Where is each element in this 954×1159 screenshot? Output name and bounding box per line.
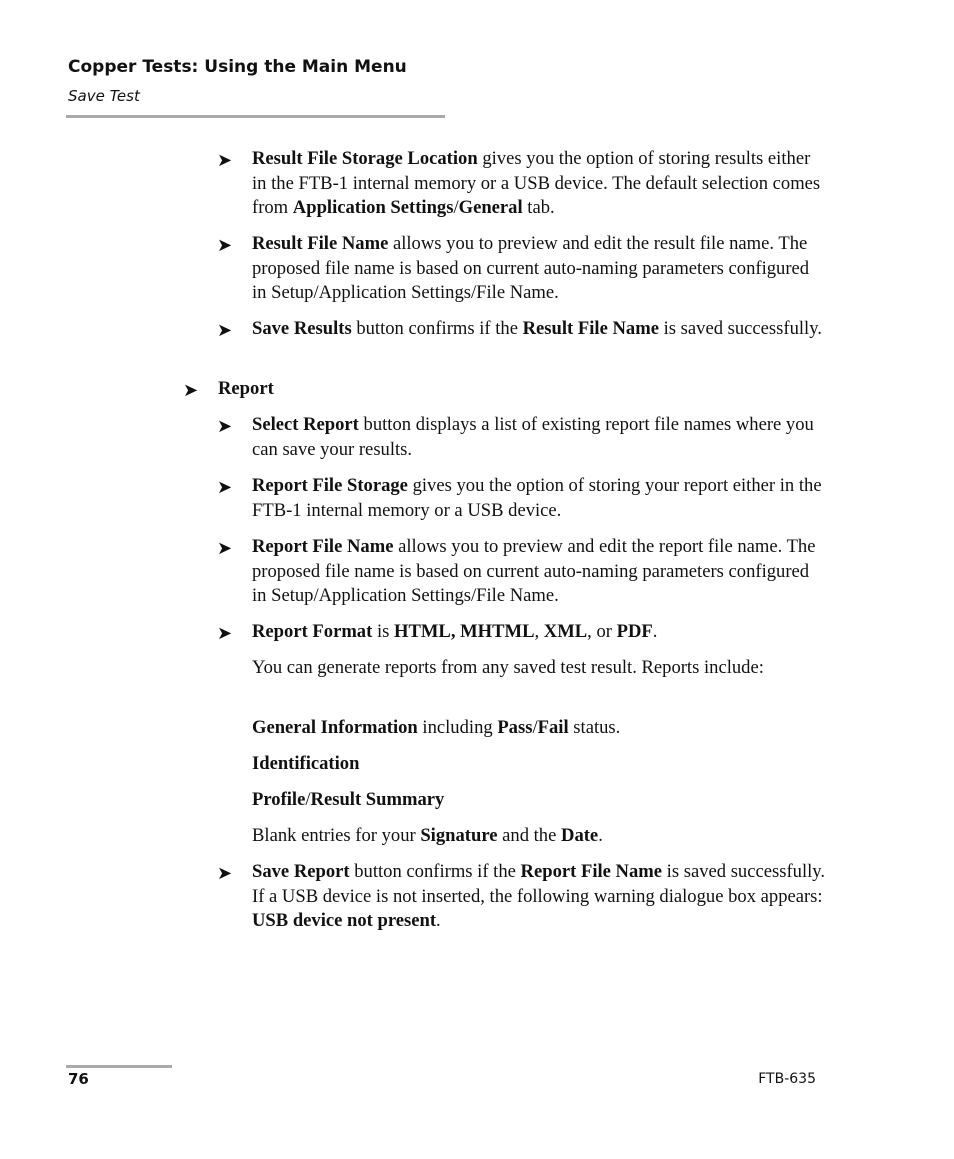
right-arrowhead-icon: ➤ [217, 150, 233, 170]
list-item-report-file-storage: Report File Storage gives you the option of storing your report either in the FTB-1 internal memory or a USB device. [252, 475, 822, 521]
list-item-report-format: Report Format is HTML, MHTML, XML, or PDF. [252, 621, 658, 642]
list-item-select-report: Select Report button displays a list of existing report file names where you can save your results. [252, 414, 814, 460]
right-arrowhead-icon: ➤ [217, 538, 233, 558]
paragraph-profile-result-summary: Profile/Result Summary [252, 789, 445, 810]
list-item-result-file-storage: Result File Storage Location gives you the option of storing results either in the FTB-1 internal memory or a USB device. The default selection comes from Application Settings/General tab. [252, 148, 821, 219]
paragraph-general-information: General Information including Pass/Fail status. [252, 717, 621, 738]
right-arrowhead-icon: ➤ [217, 623, 233, 643]
right-arrowhead-icon: ➤ [217, 863, 233, 883]
list-item-report: Report [218, 378, 274, 399]
page-number: 76 [68, 1070, 89, 1088]
document-id: FTB-635 [758, 1071, 816, 1087]
right-arrowhead-icon: ➤ [217, 320, 233, 340]
page-header-subtitle: Save Test [68, 87, 140, 105]
page-header-title: Copper Tests: Using the Main Menu [68, 57, 407, 77]
list-item-report-file-name: Report File Name allows you to preview and edit the report file name. The proposed file name is based on current auto-naming parameters configured in Setup/Application Settings/File Name. [252, 536, 816, 607]
right-arrowhead-icon: ➤ [183, 380, 199, 400]
list-item-save-report: Save Report button confirms if the Report File Name is saved successfully. If a USB device is not inserted, the following warning dialogue box appears: USB device not present. [252, 861, 826, 932]
header-divider [66, 115, 445, 118]
list-item-result-file-name: Result File Name allows you to preview and edit the result file name. The proposed file name is based on current auto-naming parameters configured in Setup/Application Settings/File Name. [252, 233, 810, 304]
footer-divider [66, 1065, 172, 1068]
paragraph-generate-reports: You can generate reports from any saved test result. Reports include: [252, 657, 764, 678]
right-arrowhead-icon: ➤ [217, 477, 233, 497]
list-item-save-results: Save Results button confirms if the Result File Name is saved successfully. [252, 318, 822, 339]
paragraph-identification: Identification [252, 753, 360, 774]
right-arrowhead-icon: ➤ [217, 235, 233, 255]
paragraph-blank-entries: Blank entries for your Signature and the Date. [252, 825, 603, 846]
right-arrowhead-icon: ➤ [217, 416, 233, 436]
